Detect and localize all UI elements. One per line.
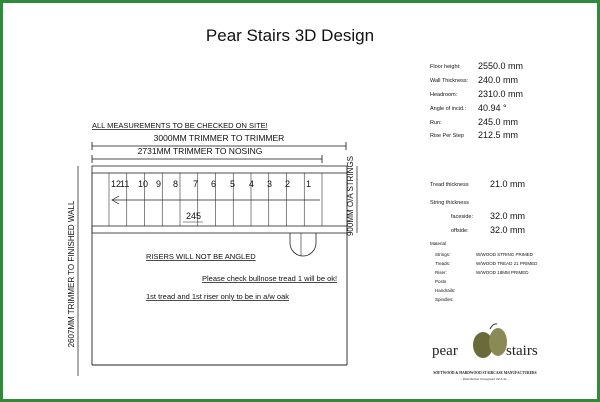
tread-thickness-label: Tread thickness <box>430 182 469 188</box>
spec-value: 212.5 mm <box>478 130 519 140</box>
material-panel <box>430 241 538 302</box>
spec-value: 245.0 mm <box>478 117 519 127</box>
pear-icon <box>489 328 507 356</box>
pear-stem <box>490 324 497 329</box>
spec-label: Wall Thickness: <box>430 78 469 84</box>
spec-label: Floor height: <box>430 64 461 70</box>
material-value: W/WOOD STRING PRIMED <box>476 252 533 257</box>
step-number: 4 <box>249 179 255 189</box>
risers-note: RISERS WILL NOT BE ANGLED <box>146 252 256 261</box>
stair-plan <box>92 166 347 365</box>
step-number: 2 <box>285 179 291 189</box>
spec-value: 240.0 mm <box>478 75 519 85</box>
material-header: Material <box>430 241 447 246</box>
material-label: Treads: <box>435 261 451 266</box>
step-numbers <box>111 179 311 189</box>
tread-thickness-value: 21.0 mm <box>490 179 526 189</box>
spec-value: 40.94 ° <box>478 103 507 113</box>
step-number: 3 <box>267 179 273 189</box>
oa-strings-label: 900MM O/A STRINGS <box>346 155 355 237</box>
step-number: 8 <box>173 179 179 189</box>
spec-value: 2550.0 mm <box>478 61 524 71</box>
pear-stairs-logo <box>432 324 538 381</box>
offside-value: 32.0 mm <box>490 225 526 235</box>
spec-label: Headroom: <box>430 92 458 98</box>
material-label: Spindles: <box>435 297 454 302</box>
spec-label: Rise Per Step <box>430 133 464 139</box>
stair-drawing <box>3 3 597 399</box>
trimmer-to-trimmer-label: 3000MM TRIMMER TO TRIMMER <box>153 133 285 143</box>
string-thickness-label: String thickness <box>430 200 469 206</box>
spec-label: Run: <box>430 120 442 126</box>
logo-subline: - Distribution throughout the U.K. - <box>460 377 510 381</box>
spec-label: Angle of incid.: <box>430 106 467 112</box>
faceside-value: 32.0 mm <box>490 211 526 221</box>
logo-tagline: SOFTWOOD & HARDWOOD STAIRCASE MANUFACTURERS <box>433 371 537 375</box>
step-number: 5 <box>230 179 236 189</box>
trimmer-to-nosing-label: 2731MM TRIMMER TO NOSING <box>137 146 263 156</box>
material-value: W/WOOD 18MM PRIMED <box>476 270 529 275</box>
material-label: Posts <box>435 279 447 284</box>
step-number: 10 <box>138 179 149 189</box>
specs-panel <box>430 61 523 140</box>
step-number: 9 <box>156 179 162 189</box>
oak-note: 1st tread and 1st riser only to be in a/w oak <box>146 292 289 301</box>
material-label: Riser: <box>435 270 447 275</box>
logo-word-stairs: stairs <box>506 343 538 359</box>
step-number: 7 <box>193 179 199 189</box>
spec-value: 2310.0 mm <box>478 89 524 99</box>
bullnose-tread <box>290 233 316 256</box>
material-label: Handrails: <box>435 288 456 293</box>
material-label: Strings: <box>435 252 451 257</box>
bottom-string <box>92 226 347 233</box>
material-value: W/WOOD TREAD 21 PRIMED <box>476 261 538 266</box>
top-string <box>92 166 347 173</box>
step-number: 12 <box>111 179 122 189</box>
step-number: 1 <box>306 179 312 189</box>
offside-label: offside: <box>451 228 469 234</box>
logo-word-pear: pear <box>432 343 458 359</box>
bullnose-note: Please check bullnose tread 1 will be ok! <box>202 274 338 283</box>
thickness-panel <box>430 179 525 235</box>
faceside-label: faceside: <box>451 214 474 220</box>
check-on-site-note: ALL MEASUREMENTS TO BE CHECKED ON SITE! <box>92 121 268 130</box>
finished-wall-label: 2607MM TRIMMER TO FINISHED WALL <box>67 200 76 348</box>
run-label: 245 <box>186 211 202 221</box>
step-number: 6 <box>211 179 217 189</box>
step-number: 11 <box>120 179 130 189</box>
page-title: Pear Stairs 3D Design <box>205 26 375 45</box>
